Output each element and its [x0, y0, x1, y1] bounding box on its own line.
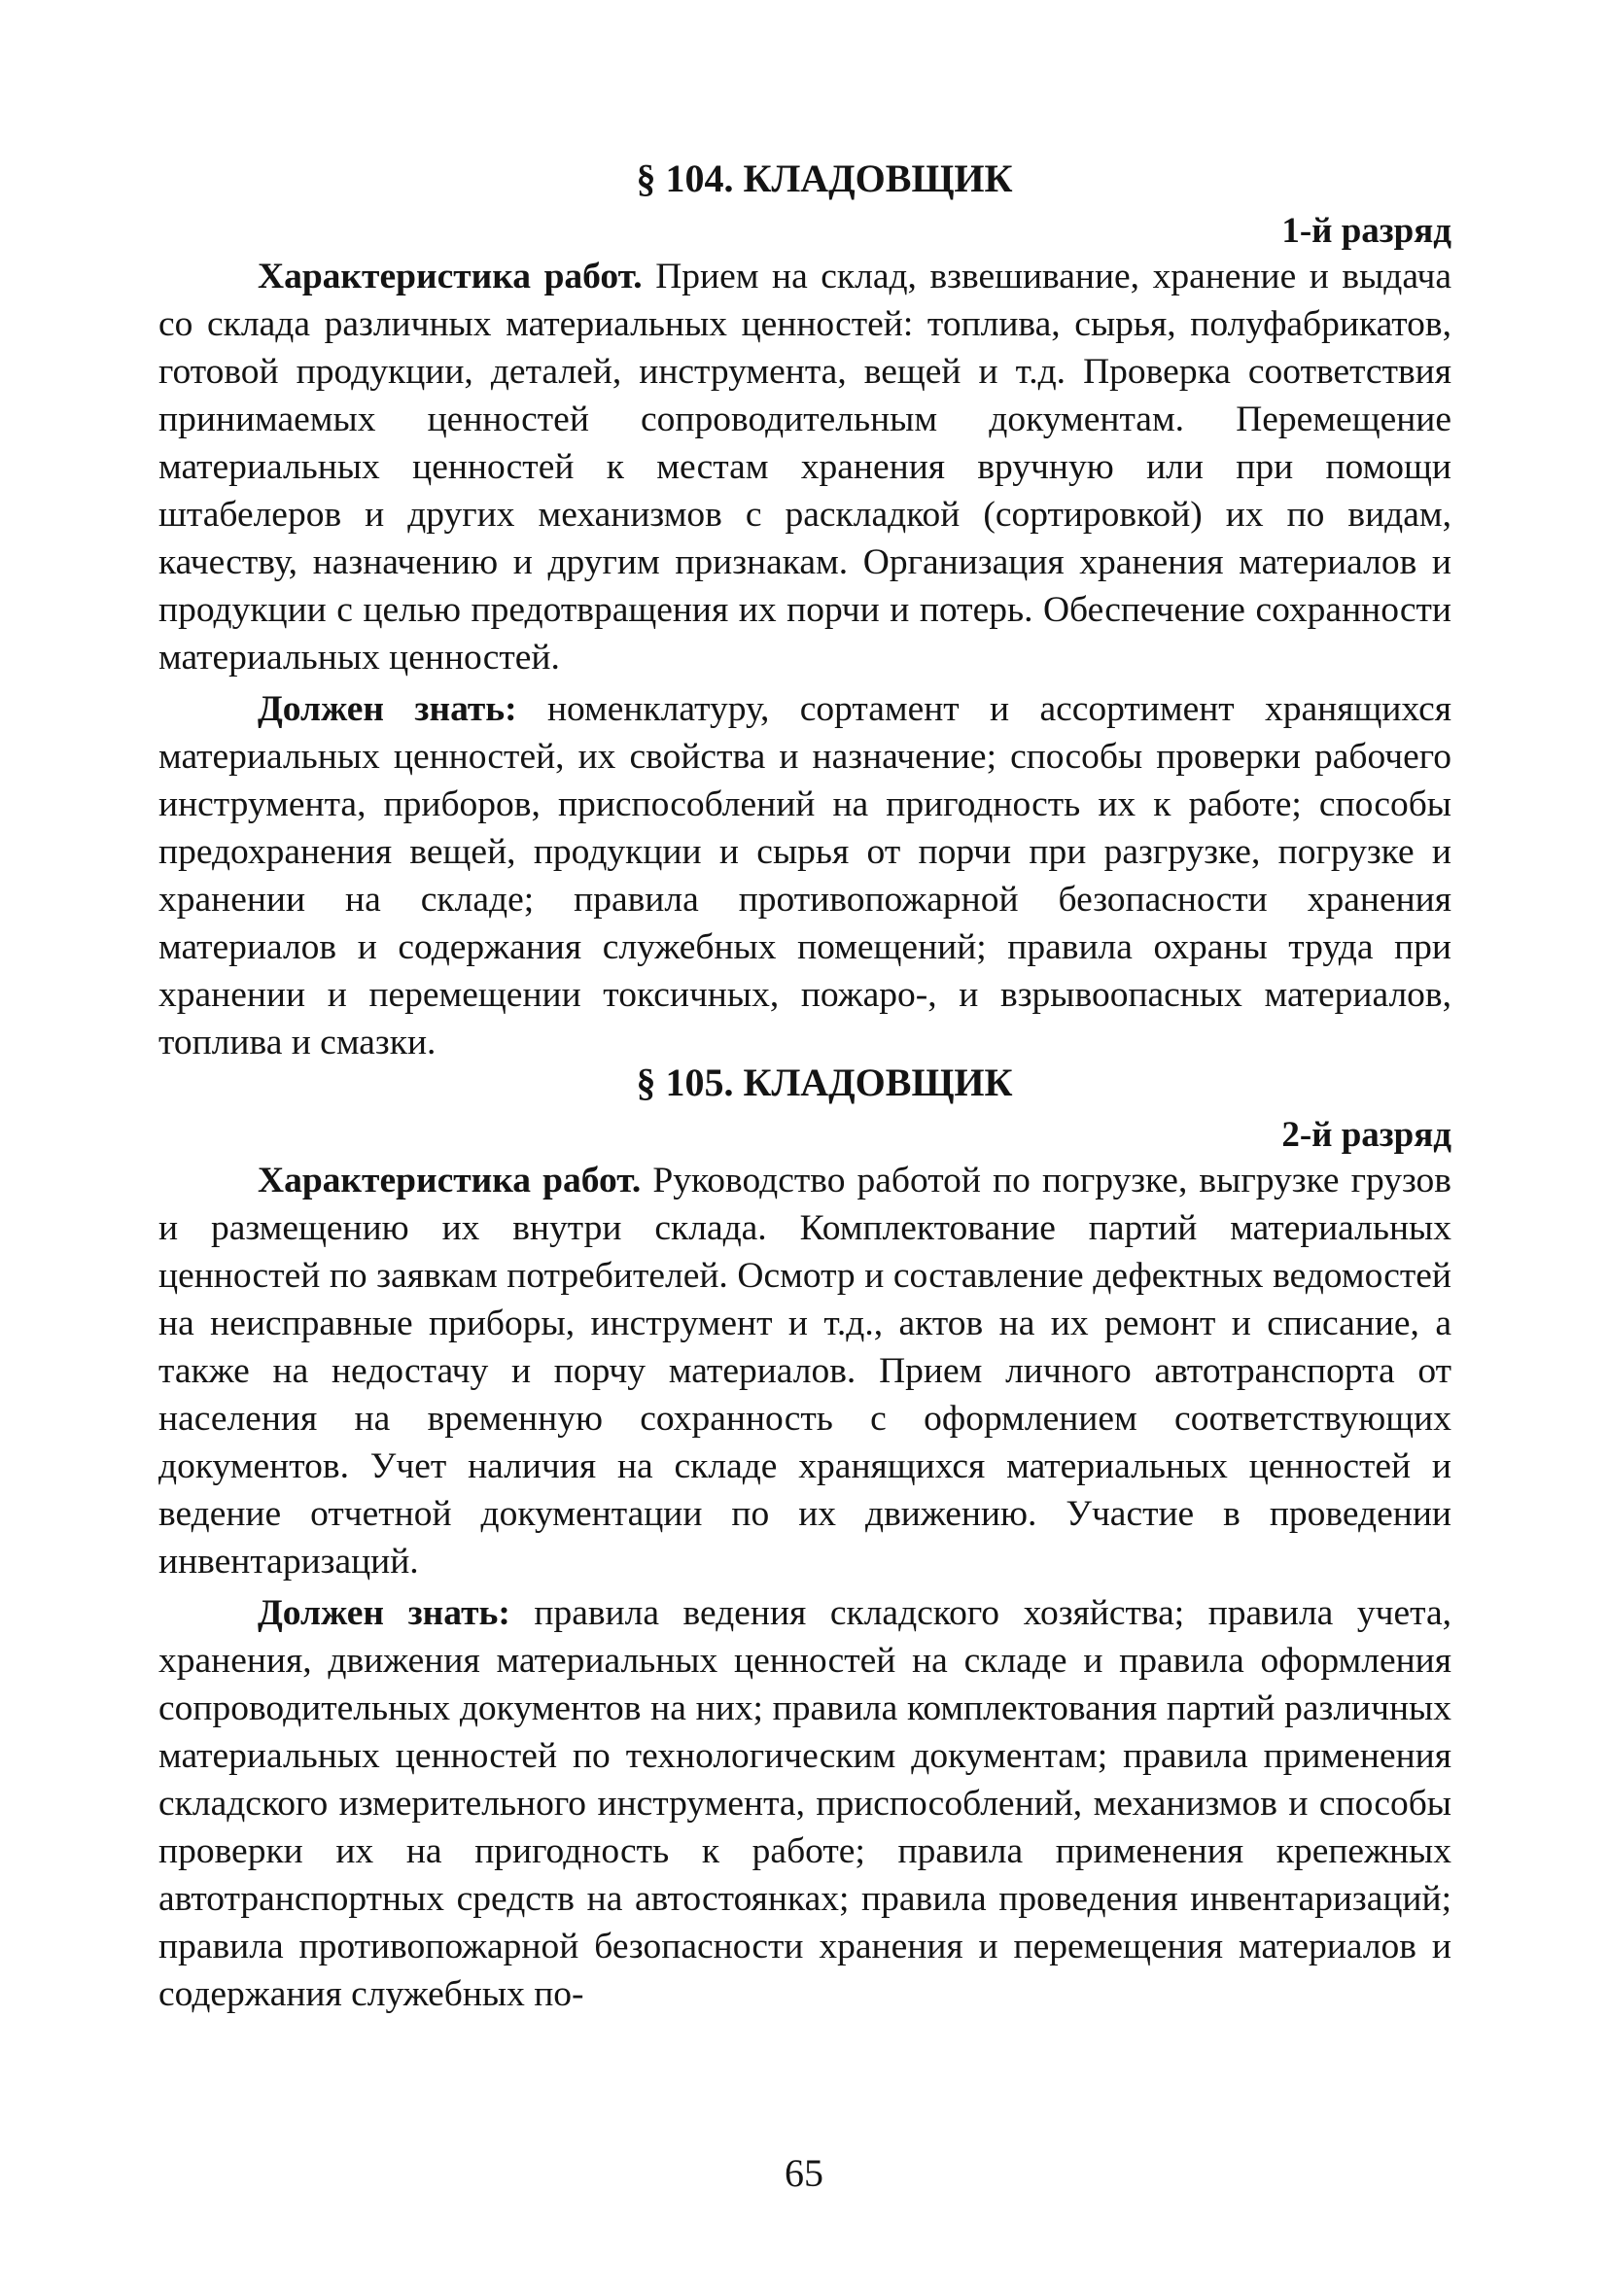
page-number: 65 — [785, 2151, 823, 2195]
must-know-paragraph — [158, 1589, 1451, 2018]
paragraph-lead: Должен знать: — [258, 1593, 510, 1633]
paragraph-lead: Должен знать: — [258, 689, 517, 729]
work-characteristics-paragraph — [158, 1157, 1451, 1585]
section-104 — [158, 156, 1451, 1066]
section-105 — [158, 1060, 1451, 2018]
section-title: § 105. КЛАДОВЩИК — [636, 1061, 1013, 1104]
grade-label: 1-й разряд — [1281, 211, 1451, 251]
section-title: § 104. КЛАДОВЩИК — [636, 157, 1013, 200]
paragraph-text: правила ведения складского хозяйства; правила учета, хранения, движения материальных ценностей на складе и правила оформления сопроводительных документов на них; правила комплектования партий различных материальных ценностей по технологическим документам; правила применения складского измерительного инструмента, приспособлений, механизмов и способы проверки их на пригодность к работе; правила применения крепежных автотранспортных средств на автостоянках; правила проведения инвентаризаций; правила противопожарной безопасности хранения и перемещения материалов и содержания служебных по- — [158, 1593, 1451, 2014]
paragraph-lead: Характеристика работ. — [258, 1161, 642, 1200]
paragraph-lead: Характеристика работ. — [258, 257, 643, 296]
paragraph-text: Руководство работой по погрузке, выгрузке грузов и размещению их внутри склада. Комплектование партий материальных ценностей по заявкам потребителей. Осмотр и составление дефектных ведомостей на неисправные приборы, инструмент и т.д., актов на их ремонт и списание, а также на недостачу и порчу материалов. Прием личного автотранспорта от населения на временную сохранность с оформлением соответствующих документов. Учет наличия на складе хранящихся материальных ценностей и ведение отчетной документации по их движению. Участие в проведении инвентаризаций. — [158, 1161, 1452, 1582]
grade-label: 2-й разряд — [1281, 1115, 1451, 1155]
must-know-paragraph — [158, 685, 1451, 1066]
paragraph-text: номенклатуру, сортамент и ассортимент хранящихся материальных ценностей, их свойства и назначение; способы проверки рабочего инструмента, приборов, приспособлений на пригодность их к работе; способы предохранения вещей, продукции и сырья от порчи при разгрузке, погрузке и хранении на складе; правила противопожарной безопасности хранения материалов и содержания служебных помещений; правила охраны труда при хранении и перемещении токсичных, пожаро-, и взрывоопасных материалов, топлива и смазки. — [158, 689, 1451, 1062]
paragraph-text: Прием на склад, взвешивание, хранение и выдача со склада различных материальных ценностей: топлива, сырья, полуфабрикатов, готовой продукции, деталей, инструмента, вещей и т.д. Проверка соответствия принимаемых ценностей сопроводительным документам. Перемещение материальных ценностей к местам хранения вручную или при помощи штабелеров и других механизмов с раскладкой (сортировкой) их по видам, качеству, назначению и другим признакам. Организация хранения материалов и продукции с целью предотвращения их порчи и потерь. Обеспечение сохранности материальных ценностей. — [158, 257, 1451, 678]
work-characteristics-paragraph — [158, 253, 1451, 681]
